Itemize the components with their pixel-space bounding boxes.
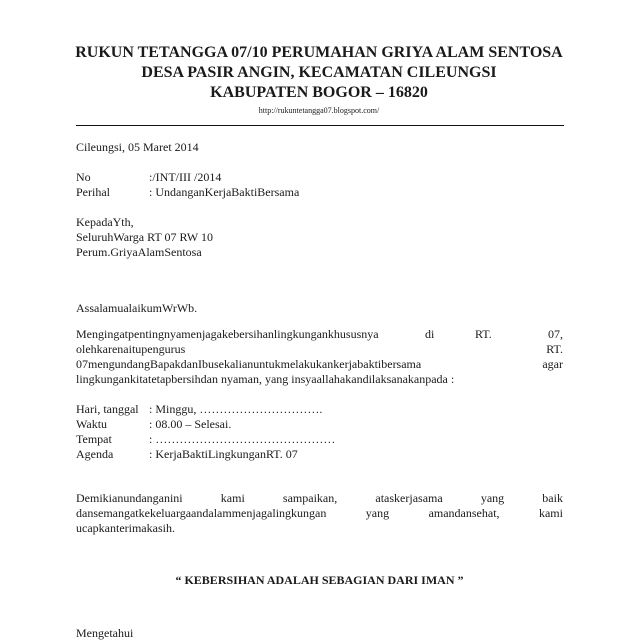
place-date: Cileungsi, 05 Maret 2014 xyxy=(76,140,199,154)
word: yang xyxy=(480,491,505,505)
word: kami xyxy=(538,506,563,520)
word: Mengingatpentingnyamenjagakebersihanlingkungankhususnya xyxy=(76,327,379,341)
subject-label: Perihal xyxy=(76,185,110,199)
word: olehkarenaitupengurus xyxy=(76,342,186,356)
letter-body xyxy=(76,140,563,641)
closing-known-by: Mengetahui xyxy=(76,626,134,640)
word: dansemangatkekeluargaandalammenjagalingkungan xyxy=(76,506,327,520)
word: RT. xyxy=(546,342,563,356)
letterhead-line-2: DESA PASIR ANGIN, KECAMATAN CILEUNGSI xyxy=(141,64,497,81)
word: agar xyxy=(542,357,563,371)
schedule-label: Hari, tanggal xyxy=(76,402,139,416)
recipient-line-3: Perum.GriyaAlamSentosa xyxy=(76,245,202,259)
schedule-label: Waktu xyxy=(76,417,108,431)
letterhead-url: http://rukuntetangga07.blogspot.com/ xyxy=(258,106,380,115)
schedule-place-row xyxy=(76,432,563,447)
schedule-agenda-row xyxy=(76,447,563,462)
subject-value: : UndanganKerjaBaktiBersama xyxy=(149,185,300,199)
subject-row xyxy=(76,185,563,200)
number-label: No xyxy=(76,170,91,184)
schedule-label: Tempat xyxy=(76,432,112,446)
word: sampaikan, xyxy=(282,491,338,505)
word: yang xyxy=(365,506,390,520)
paragraph-1-line-2 xyxy=(76,342,563,357)
word: 07, xyxy=(548,327,563,341)
schedule-time-row xyxy=(76,417,563,432)
word: baik xyxy=(542,491,563,505)
schedule-label: Agenda xyxy=(76,447,114,461)
schedule-value: : 08.00 – Selesai. xyxy=(149,417,232,431)
greeting: AssalamualaikumWrWb. xyxy=(76,301,198,315)
recipient-line-1: KepadaYth, xyxy=(76,215,134,229)
paragraph-1-line-4: lingkungankitatetapbersihdan nyaman, yang insyaallahakandilaksanakanpada : xyxy=(76,372,455,386)
word: ataskerjasama xyxy=(375,491,443,505)
word: di xyxy=(425,327,435,341)
letterhead-line-1: RUKUN TETANGGA 07/10 PERUMAHAN GRIYA ALAM SENTOSA xyxy=(75,44,563,61)
letterhead-divider xyxy=(76,125,564,126)
word: kami xyxy=(220,491,245,505)
number-row xyxy=(76,170,563,185)
paragraph-2-line-1 xyxy=(76,491,563,506)
letterhead-line-3: KABUPATEN BOGOR – 16820 xyxy=(210,84,428,101)
schedule-value: : Minggu, …………………………. xyxy=(149,402,323,416)
motto: “ KEBERSIHAN ADALAH SEBAGIAN DARI IMAN ” xyxy=(175,573,464,587)
paragraph-2-line-3: ucapkanterimakasih. xyxy=(76,521,175,535)
recipient-line-2: SeluruhWarga RT 07 RW 10 xyxy=(76,230,213,244)
word: 07mengundangBapakdanIbusekalianuntukmelakukankerjabaktibersama xyxy=(76,357,422,371)
paragraph-2-line-2 xyxy=(76,506,563,521)
word: RT. xyxy=(475,327,492,341)
paragraph-1-line-3 xyxy=(76,357,563,372)
schedule-value: : KerjaBaktiLingkunganRT. 07 xyxy=(149,447,298,461)
word: amandansehat, xyxy=(428,506,500,520)
paragraph-1-line-1 xyxy=(76,327,563,342)
schedule-value: : ……………………………………… xyxy=(149,432,336,446)
word: Demikianundanganini xyxy=(76,491,183,505)
number-value: :/INT/III /2014 xyxy=(149,170,222,184)
schedule-day-row xyxy=(76,402,563,417)
letterhead xyxy=(0,43,638,118)
